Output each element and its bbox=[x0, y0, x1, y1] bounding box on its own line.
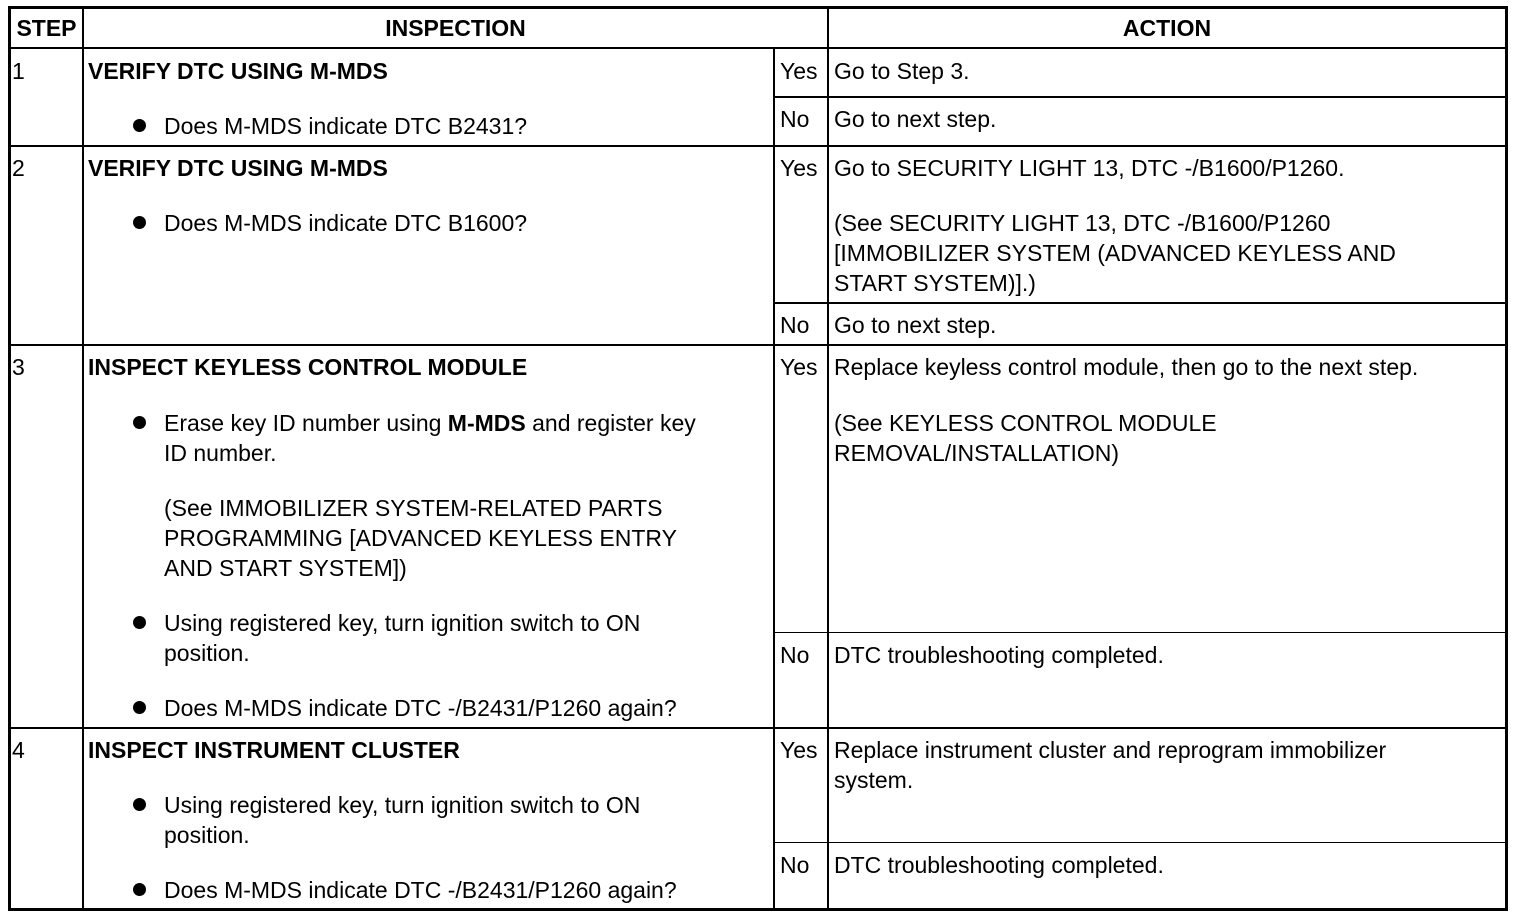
bullet-icon bbox=[133, 798, 146, 811]
step-number: 3 bbox=[12, 354, 25, 380]
yes-reference-line: REMOVAL/INSTALLATION) bbox=[834, 440, 1119, 466]
column-divider-action bbox=[827, 6, 829, 911]
yes-reference-line: (See KEYLESS CONTROL MODULE bbox=[834, 410, 1217, 436]
table-border-bottom bbox=[8, 908, 1508, 911]
bullet-icon bbox=[133, 119, 146, 132]
step-number: 4 bbox=[12, 737, 25, 763]
step-number: 2 bbox=[12, 155, 25, 181]
inspection-title: INSPECT INSTRUMENT CLUSTER bbox=[88, 737, 460, 763]
yesno-divider-4 bbox=[774, 842, 1508, 843]
bullet-text: and register key bbox=[525, 410, 696, 436]
row-divider-1 bbox=[8, 145, 1508, 147]
inspection-note-line: (See IMMOBILIZER SYSTEM-RELATED PARTS bbox=[164, 495, 663, 521]
inspection-bullet: Using registered key, turn ignition switch to ON bbox=[164, 610, 641, 636]
step-number: 1 bbox=[12, 58, 25, 84]
yesno-divider-1 bbox=[774, 96, 1508, 98]
bullet-icon bbox=[133, 616, 146, 629]
inspection-title: VERIFY DTC USING M-MDS bbox=[88, 58, 388, 84]
inspection-note-line: PROGRAMMING [ADVANCED KEYLESS ENTRY bbox=[164, 525, 677, 551]
yes-label: Yes bbox=[780, 155, 818, 181]
no-label: No bbox=[780, 312, 810, 338]
column-divider-step bbox=[82, 6, 84, 911]
inspection-bullet bbox=[164, 408, 696, 438]
yes-action-line: system. bbox=[834, 767, 914, 793]
header-step: STEP bbox=[16, 15, 77, 41]
inspection-title: INSPECT KEYLESS CONTROL MODULE bbox=[88, 354, 528, 380]
bullet-icon bbox=[133, 883, 146, 896]
yes-label: Yes bbox=[780, 58, 818, 84]
no-label: No bbox=[780, 852, 810, 878]
row-divider-header bbox=[8, 47, 1508, 49]
inspection-bullet: Does M-MDS indicate DTC -/B2431/P1260 again? bbox=[164, 877, 677, 903]
yes-label: Yes bbox=[780, 354, 818, 380]
no-action: Go to next step. bbox=[834, 312, 997, 338]
inspection-bullet: Does M-MDS indicate DTC B1600? bbox=[164, 210, 528, 236]
yes-reference-line: (See SECURITY LIGHT 13, DTC -/B1600/P1260 bbox=[834, 210, 1331, 236]
yesno-divider-2 bbox=[774, 302, 1508, 304]
header-inspection: INSPECTION bbox=[385, 15, 526, 41]
bullet-text: Erase key ID number using bbox=[164, 410, 448, 436]
column-divider-yesno bbox=[773, 48, 775, 911]
inspection-bullet: Does M-MDS indicate DTC B2431? bbox=[164, 113, 528, 139]
yes-action-line: Replace instrument cluster and reprogram immobilizer bbox=[834, 737, 1387, 763]
yes-label: Yes bbox=[780, 737, 818, 763]
yes-reference-line: [IMMOBILIZER SYSTEM (ADVANCED KEYLESS AND bbox=[834, 240, 1396, 266]
header-action: ACTION bbox=[1122, 15, 1212, 41]
table-border-left bbox=[8, 6, 11, 911]
bullet-icon bbox=[133, 216, 146, 229]
inspection-note-line: AND START SYSTEM]) bbox=[164, 555, 407, 581]
inspection-bullet-continued: position. bbox=[164, 640, 250, 666]
yes-action: Replace keyless control module, then go to the next step. bbox=[834, 354, 1419, 380]
inspection-bullet-continued: position. bbox=[164, 822, 250, 848]
inspection-bullet: Using registered key, turn ignition switch to ON bbox=[164, 792, 641, 818]
row-divider-3 bbox=[8, 727, 1508, 729]
bullet-text-bold: M-MDS bbox=[447, 410, 526, 436]
no-label: No bbox=[780, 106, 810, 132]
no-action: DTC troubleshooting completed. bbox=[834, 852, 1164, 878]
inspection-title: VERIFY DTC USING M-MDS bbox=[88, 155, 388, 181]
bullet-icon bbox=[133, 416, 146, 429]
yes-action: Go to SECURITY LIGHT 13, DTC -/B1600/P1260. bbox=[834, 155, 1345, 181]
table-border-top bbox=[8, 6, 1508, 9]
inspection-bullet: Does M-MDS indicate DTC -/B2431/P1260 again? bbox=[164, 695, 677, 721]
yes-reference-line: START SYSTEM)].) bbox=[834, 270, 1036, 296]
bullet-icon bbox=[133, 701, 146, 714]
no-action: Go to next step. bbox=[834, 106, 997, 132]
yesno-divider-3 bbox=[774, 632, 1508, 633]
row-divider-2 bbox=[8, 344, 1508, 346]
inspection-bullet-continued: ID number. bbox=[164, 440, 277, 466]
table-border-right bbox=[1505, 6, 1508, 911]
yes-action: Go to Step 3. bbox=[834, 58, 970, 84]
no-label: No bbox=[780, 642, 810, 668]
no-action: DTC troubleshooting completed. bbox=[834, 642, 1164, 668]
